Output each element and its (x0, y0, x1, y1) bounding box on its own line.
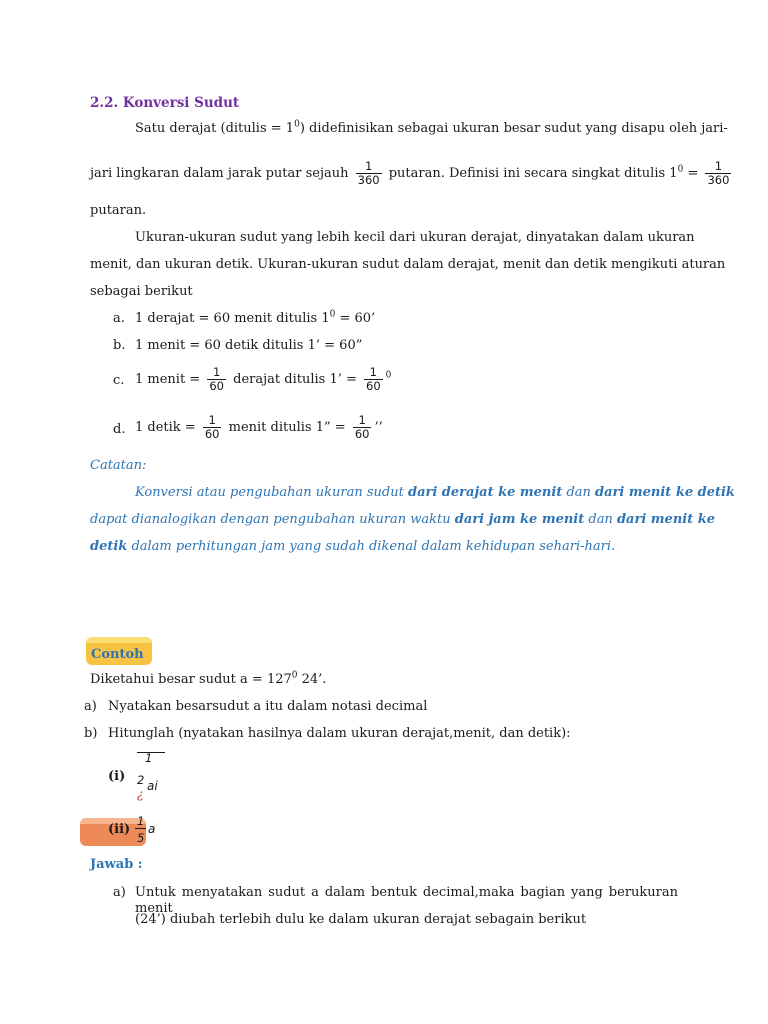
fraction-1-360-b: $\frac{1}{360}$ (707, 159, 730, 187)
contoh-item-a: Nyatakan besarsudut a itu dalam notasi decimal (108, 699, 428, 714)
jawab-item-a-line-2: (24’) diubah terlebih dulu ke dalam ukuran derajat sebagain berikut (135, 912, 587, 927)
jawab-item-a-line-1: Untuk menyatakan sudut a dalam bentuk decimal,maka bagian yang berukuran menit (135, 885, 678, 916)
note-label: Catatan: (90, 458, 147, 473)
fraction-1-60-d: $\frac{1}{60}$ (354, 413, 370, 441)
list-item-d: 1 detik = $\frac{1}{60}$ menit ditulis 1” = $\frac{1}{60}$ ’’ (135, 413, 383, 441)
note-line-2: dapat dianalogikan dengan pengubahan ukuran waktu dari jam ke menit dan dari menit ke (90, 512, 716, 527)
fraction-bar-ii (135, 828, 146, 829)
sub-item-ii-label: (ii) (108, 822, 131, 837)
sub-item-i-expr: ai (147, 779, 158, 793)
sub-item-ii-num: 1 (137, 814, 145, 828)
list-item-a: 1 derajat = 60 menit ditulis $1^0 = 60$’ (135, 309, 376, 326)
note-line-3: detik dalam perhitungan jam yang sudah dikenal dalam kehidupan sehari-hari. (90, 539, 616, 554)
sub-item-i-num: 1 (145, 751, 153, 765)
contoh-item-b: Hitunglah (nyatakan hasilnya dalam ukuran derajat,menit, dan detik): (108, 726, 571, 741)
paragraph-2-line-1: Ukuran-ukuran sudut yang lebih kecil dari ukuran derajat, dinyatakan dalam ukuran (135, 230, 695, 245)
sub-item-i-den: 2 (137, 773, 145, 787)
contoh-marker-b: b) (84, 726, 98, 741)
note-line-1: Konversi atau pengubahan ukuran sudut dari derajat ke menit dan dari menit ke detik (135, 485, 735, 500)
list-marker-c: c. (113, 373, 125, 388)
fraction-1-60-b: $\frac{1}{60}$ (366, 365, 381, 393)
sub-item-i-label: (i) (108, 769, 126, 784)
list-marker-a: a. (113, 311, 125, 326)
list-item-c: 1 menit = $\frac{1}{60}$ derajat ditulis 1’ = $\frac{1}{60}$ $^0$ (135, 365, 392, 393)
list-marker-d: d. (113, 422, 126, 437)
fraction-1-60-c: $\frac{1}{60}$ (204, 413, 220, 441)
contoh-label: Contoh (91, 647, 144, 662)
jawab-marker-a: a) (113, 885, 126, 900)
jawab-label: Jawab : (90, 857, 143, 872)
section-heading: 2.2. Konversi Sudut (90, 95, 240, 111)
fraction-1-360: $\frac{1}{360}$ (357, 159, 380, 187)
paragraph-2-line-2: menit, dan ukuran detik. Ukuran-ukuran sudut dalam derajat, menit dan detik mengikuti aturan (90, 257, 726, 272)
paragraph-1-line-1: Satu derajat (ditulis = $1^0$) didefinisikan sebagai ukuran besar sudut yang disapu oleh jari- (135, 119, 728, 136)
contoh-marker-a: a) (84, 699, 97, 714)
paragraph-1-line-3: putaran. (90, 203, 147, 218)
sub-item-ii-expr: a (148, 822, 156, 836)
contoh-line-1: Diketahui besar sudut $a = 127^0$ 24’. (90, 670, 327, 687)
sub-item-ii-den: 5 (137, 831, 145, 845)
list-item-b: 1 menit = 60 detik ditulis 1’ = 60” (135, 338, 363, 353)
sub-item-i-glyph: ¿ (137, 787, 144, 801)
paragraph-1-line-2: jari lingkaran dalam jarak putar sejauh $\frac{1}{360}$ putaran. Definisi ini secara singkat ditulis $1^0$ = $\frac{1}{360}$ (90, 159, 730, 187)
fraction-1-60: $\frac{1}{60}$ (209, 365, 224, 393)
list-marker-b: b. (113, 338, 126, 353)
paragraph-2-line-3: sebagai berikut (90, 284, 193, 299)
